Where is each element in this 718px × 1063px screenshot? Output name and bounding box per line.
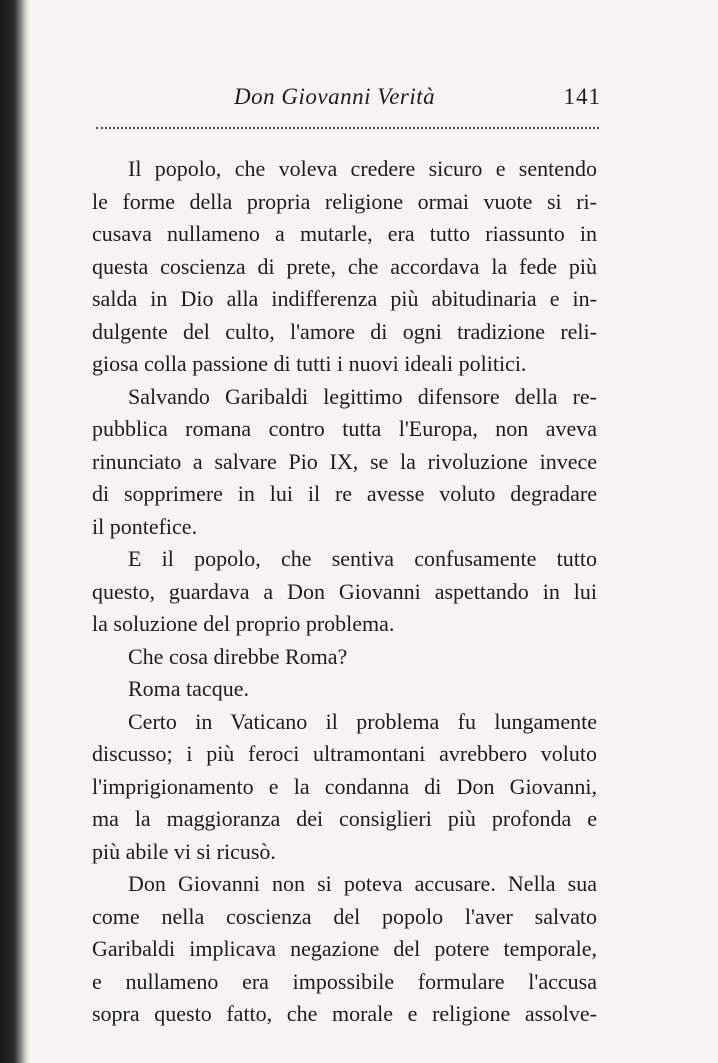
- paragraph-line: la soluzione del proprio problema.: [92, 611, 395, 636]
- paragraph-line: di sopprimere in lui il re avesse voluto degradare: [92, 481, 597, 506]
- paragraph-line: più abile vi si ricusò.: [92, 838, 276, 864]
- paragraph-line: giosa colla passione di tutti i nuovi ideali politici.: [92, 351, 527, 376]
- paragraph-line: cusava nullameno a mutarle, era tutto riassunto in: [92, 221, 597, 246]
- body-text: [92, 153, 597, 1031]
- paragraph-line: dulgente del culto, l'amore di ogni tradizione reli-: [92, 318, 597, 344]
- paragraph-line: questa coscienza di prete, che accordava la fede più: [92, 253, 597, 279]
- paragraph-line: discusso; i più feroci ultramontani avrebbero voluto: [92, 741, 597, 766]
- paragraph-line: salda in Dio alla indifferenza più abitudinaria e in-: [92, 286, 597, 311]
- paragraph-line: il pontefice.: [92, 513, 198, 539]
- paragraph-first-line: Certo in Vaticano il problema fu lungamente: [128, 708, 597, 734]
- paragraph-first-line: Che cosa direbbe Roma?: [128, 643, 348, 669]
- paragraph-line: pubblica romana contro tutta l'Europa, non aveva: [92, 416, 597, 441]
- paragraph-line: come nella coscienza del popolo l'aver salvato: [92, 903, 597, 929]
- paragraph-line: Garibaldi implicava negazione del potere temporale,: [92, 936, 597, 961]
- paragraph-line: le forme della propria religione ormai vuote si ri-: [92, 188, 597, 214]
- header-dotted-rule: [96, 127, 599, 129]
- paragraph-line: ma la maggioranza dei consiglieri più profonda e: [92, 806, 597, 831]
- paragraph-line: rinunciato a salvare Pio IX, se la rivoluzione invece: [92, 448, 597, 474]
- page-number: 141: [563, 84, 601, 109]
- paragraph-first-line: Don Giovanni non si poteva accusare. Nella sua: [128, 871, 597, 896]
- paragraph-first-line: Salvando Garibaldi legittimo difensore della re-: [128, 383, 597, 409]
- paragraph-line: questo, guardava a Don Giovanni aspettando in lui: [92, 578, 597, 604]
- paragraph-first-line: Roma tacque.: [128, 676, 249, 701]
- paragraph-line: e nullameno era impossibile formulare l'accusa: [92, 968, 597, 994]
- paragraph-first-line: E il popolo, che sentiva confusamente tutto: [128, 546, 597, 571]
- paragraph-line: l'imprigionamento e la condanna di Don Giovanni,: [92, 773, 597, 799]
- book-spine-shadow: [0, 0, 30, 1063]
- running-title: Don Giovanni Verità: [234, 84, 436, 109]
- paragraph-line: sopra questo fatto, che morale e religione assolve-: [92, 1001, 597, 1026]
- page-header: [96, 80, 601, 120]
- paragraph-first-line: Il popolo, che voleva credere sicuro e sentendo: [128, 156, 597, 181]
